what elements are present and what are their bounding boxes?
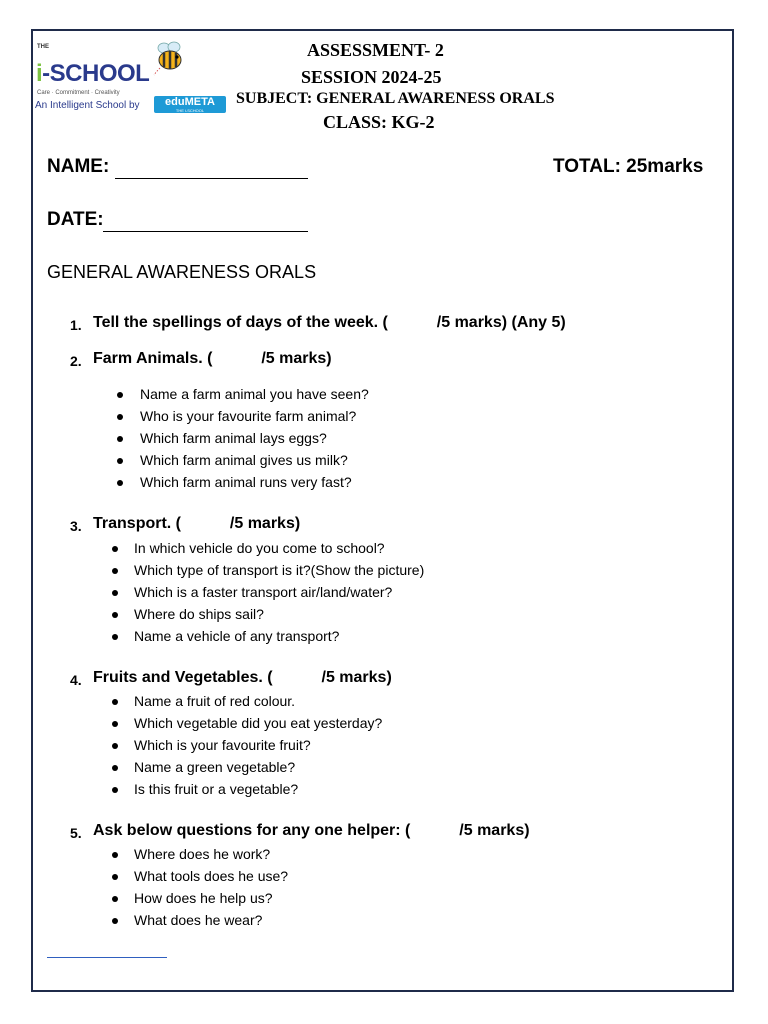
bullet-item: Where does he work? xyxy=(134,846,271,862)
bee-icon xyxy=(152,40,188,76)
bullet-item: Which is a faster transport air/land/water? xyxy=(134,584,393,600)
bullet-item: Which is your favourite fruit? xyxy=(134,737,311,753)
bullet-dot xyxy=(112,874,118,880)
bullet-item: Which vegetable did you eat yesterday? xyxy=(134,715,383,731)
bullet-dot xyxy=(117,392,123,398)
bullet-dot xyxy=(112,546,118,552)
bullet-dot xyxy=(112,568,118,574)
name-label: NAME: xyxy=(47,156,110,177)
bullet-item: Which farm animal runs very fast? xyxy=(140,474,352,490)
question-number: 5. xyxy=(70,825,82,841)
bullet-item: Name a fruit of red colour. xyxy=(134,693,296,709)
bullet-dot xyxy=(112,852,118,858)
bullet-item: How does he help us? xyxy=(134,890,273,906)
session-title: SESSION 2024-25 xyxy=(301,67,442,87)
bullet-item: In which vehicle do you come to school? xyxy=(134,540,385,556)
date-blank-line xyxy=(103,231,308,232)
logo-tagline: Care · Commitment · Creativity xyxy=(37,90,120,96)
bullet-item: What does he wear? xyxy=(134,912,263,928)
footer-link-underline xyxy=(47,957,167,958)
bullet-item: Name a vehicle of any transport? xyxy=(134,628,340,644)
question-number: 2. xyxy=(70,353,82,369)
name-blank-line xyxy=(115,178,308,179)
section-title: GENERAL AWARENESS ORALS xyxy=(47,262,317,282)
logo-intelligent-text: An Intelligent School by xyxy=(35,100,140,111)
bullet-dot xyxy=(112,918,118,924)
bullet-item: Name a farm animal you have seen? xyxy=(140,386,369,402)
bullet-dot xyxy=(112,634,118,640)
question-number: 3. xyxy=(70,518,82,534)
bullet-dot xyxy=(112,590,118,596)
school-logo xyxy=(34,40,234,118)
date-label: DATE: xyxy=(47,209,104,230)
bullet-dot xyxy=(112,612,118,618)
bullet-item: What tools does he use? xyxy=(134,868,289,884)
edumeta-badge: eduMETA THE i-SCHOOL xyxy=(154,96,226,113)
question-text: Fruits and Vegetables. ( /5 marks) xyxy=(93,669,392,686)
bullet-item: Which farm animal lays eggs? xyxy=(140,430,327,446)
bullet-item: Which farm animal gives us milk? xyxy=(140,452,348,468)
bullet-dot xyxy=(112,699,118,705)
assessment-title: ASSESSMENT- 2 xyxy=(307,40,444,60)
bullet-dot xyxy=(112,721,118,727)
logo-the-text: THE xyxy=(37,44,49,50)
bullet-item: Who is your favourite farm animal? xyxy=(140,408,357,424)
bullet-dot xyxy=(117,436,123,442)
question-text: Tell the spellings of days of the week. ( /5 marks) (Any 5) xyxy=(93,314,566,331)
bullet-item: Which type of transport is it?(Show the picture) xyxy=(134,562,425,578)
bullet-dot xyxy=(117,414,123,420)
bullet-dot xyxy=(117,458,123,464)
bullet-dot xyxy=(112,787,118,793)
question-number: 4. xyxy=(70,672,82,688)
bullet-item: Name a green vegetable? xyxy=(134,759,296,775)
logo-brand: i-SCHOOL xyxy=(36,60,150,87)
bullet-dot xyxy=(117,480,123,486)
bullet-item: Is this fruit or a vegetable? xyxy=(134,781,299,797)
bullet-item: Where do ships sail? xyxy=(134,606,264,622)
question-text: Transport. ( /5 marks) xyxy=(93,515,301,532)
subject-title: SUBJECT: GENERAL AWARENESS ORALS xyxy=(236,90,555,107)
class-title: CLASS: KG-2 xyxy=(323,112,435,132)
bullet-dot xyxy=(112,743,118,749)
total-marks-label: TOTAL: 25marks xyxy=(553,156,704,177)
question-text: Ask below questions for any one helper: ( /5 marks) xyxy=(93,822,530,839)
bullet-dot xyxy=(112,765,118,771)
bullet-dot xyxy=(112,896,118,902)
question-text: Farm Animals. ( /5 marks) xyxy=(93,350,332,367)
question-number: 1. xyxy=(70,317,82,333)
